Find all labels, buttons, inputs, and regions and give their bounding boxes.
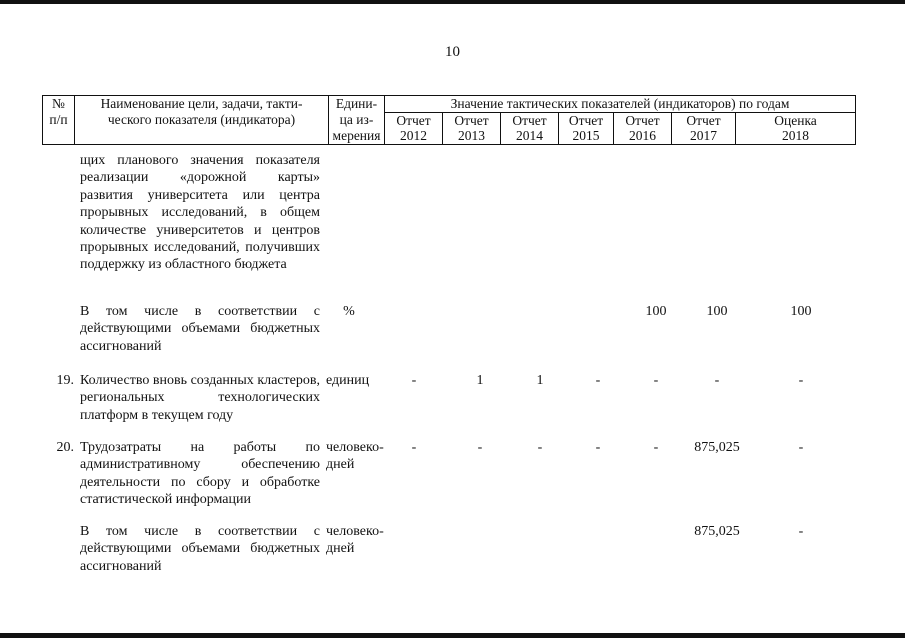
row-2-value-2012: - (411, 373, 417, 388)
row-1-value-2017: 100 (706, 304, 728, 319)
row-2-value-2013: 1 (476, 373, 484, 388)
row-2-value-2016: - (653, 373, 659, 388)
row-2-unit: единиц (326, 373, 370, 388)
row-4-name: В том числе в соответствии с действующими объемами бюджетных ассигнований (80, 524, 320, 574)
row-2-name: Количество вновь созданных кластеров, региональных технологических платформ в текущем году (80, 373, 320, 423)
header-number: № п/п (43, 96, 75, 145)
row-0-name: щих планового значения показателя реализации «дорожной карты» развития университета или центра прорывных исследований, в общем количестве университетов и центров прорывных исследований, получивших поддержку из областного бюджета (80, 153, 320, 273)
header-unit: Едини- ца из- мерения (329, 96, 385, 145)
row-3-value-2016: - (653, 440, 659, 455)
row-1-value-2018: 100 (790, 304, 812, 319)
row-3-value-2017: 875,025 (694, 440, 740, 455)
header-name: Наименование цели, задачи, такти- ческого показателя (индикатора) (75, 96, 329, 145)
row-4-unit: человеко-дней (326, 524, 384, 557)
page-number: 10 (445, 44, 460, 60)
header-year-2012: Отчет 2012 (385, 113, 443, 145)
header-year-2016: Отчет 2016 (614, 113, 672, 145)
row-3-value-2014: - (537, 440, 543, 455)
bottom-rule (0, 633, 905, 638)
row-3-name: Трудозатраты на работы по административному обеспечению деятельности по сбору и обработке статистической информации (80, 440, 320, 508)
row-1-unit: % (343, 304, 355, 319)
row-2-value-2014: 1 (536, 373, 544, 388)
header-year-2013: Отчет 2013 (443, 113, 501, 145)
row-4-value-2017: 875,025 (694, 524, 740, 539)
header-year-2018: Оценка 2018 (736, 113, 856, 145)
row-2-value-2017: - (714, 373, 720, 388)
row-4-value-2018: - (798, 524, 804, 539)
row-2-value-2015: - (595, 373, 601, 388)
header-year-2015: Отчет 2015 (559, 113, 614, 145)
row-3-value-2013: - (477, 440, 483, 455)
row-1-name: В том числе в соответствии с действующими объемами бюджетных ассигнований (80, 304, 320, 354)
header-year-2014: Отчет 2014 (501, 113, 559, 145)
row-2-value-2018: - (798, 373, 804, 388)
row-3-value-2018: - (798, 440, 804, 455)
header-year-2017: Отчет 2017 (672, 113, 736, 145)
row-3-value-2012: - (411, 440, 417, 455)
row-3-value-2015: - (595, 440, 601, 455)
header-values-title: Значение тактических показателей (индикаторов) по годам (385, 96, 856, 113)
row-1-value-2016: 100 (645, 304, 667, 319)
row-2-number: 19. (56, 373, 74, 388)
row-3-unit: человеко-дней (326, 440, 384, 473)
row-3-number: 20. (56, 440, 74, 455)
